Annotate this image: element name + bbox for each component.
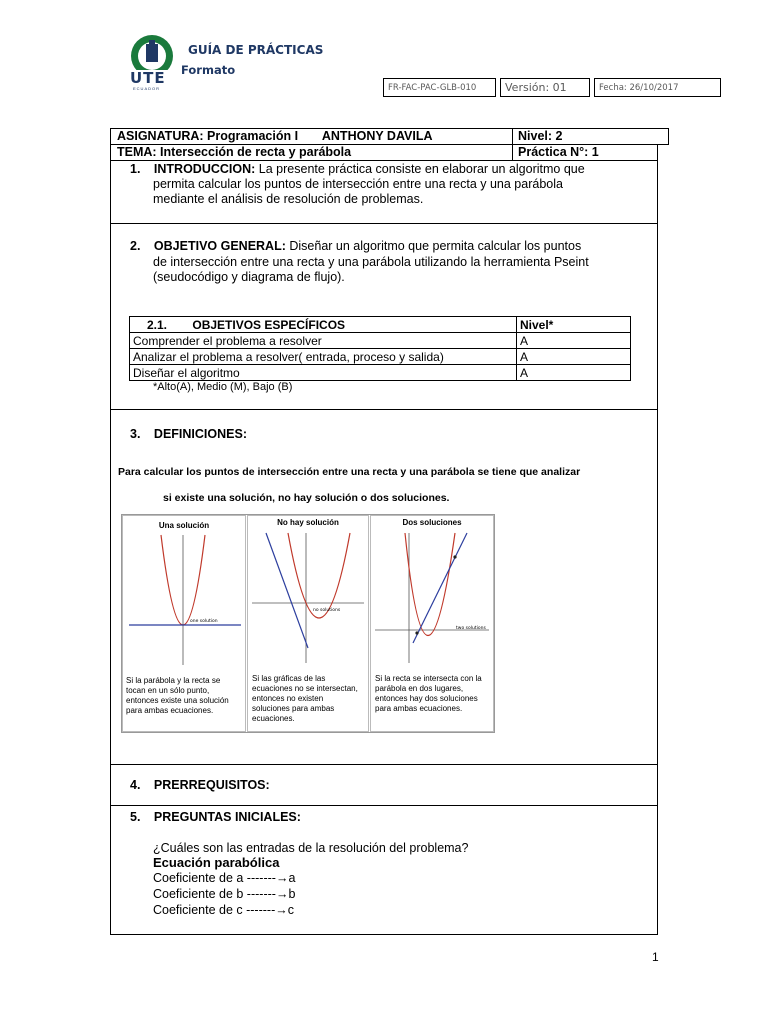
- table-row: [130, 365, 631, 381]
- parabola-curve: [405, 533, 455, 636]
- objectives-header-title: OBJETIVOS ESPECÍFICOS: [192, 317, 346, 332]
- objective-line3: (seudocódigo y diagrama de flujo).: [153, 270, 345, 284]
- panel-one-solution: [122, 515, 246, 732]
- caption-line: para ambas ecuaciones.: [126, 706, 214, 715]
- caption-line: para ambas ecuaciones.: [375, 704, 463, 713]
- objectives-header-level: Nivel*: [517, 317, 631, 333]
- table-row: [130, 333, 631, 349]
- definitions-number: 3.: [130, 427, 141, 441]
- level-cell: [512, 128, 669, 145]
- initial-questions-section: [130, 810, 301, 825]
- objectives-legend: *Alto(A), Medio (M), Bajo (B): [153, 381, 293, 393]
- caption-line: soluciones para ambas: [252, 704, 335, 713]
- practice-text: Práctica N°: 1: [518, 145, 599, 159]
- level-text: Nivel: 2: [518, 129, 563, 143]
- intersection-point: [415, 631, 418, 634]
- panel-two-solutions: [370, 515, 494, 732]
- initial-questions-number: 5.: [130, 810, 141, 824]
- definitions-section: [130, 427, 247, 442]
- caption-line: tocan en un sólo punto,: [126, 686, 210, 695]
- definitions-line1: Para calcular los puntos de intersección entre una recta y una parábola se tiene que analizar: [118, 466, 581, 478]
- intro-heading: INTRODUCCION:: [153, 162, 256, 176]
- intro-line3: mediante el análisis de resolución de problemas.: [153, 192, 424, 206]
- coefficient-b: Coeficiente de b -------→b: [153, 887, 296, 901]
- equation-label: Ecuación parabólica: [153, 855, 280, 870]
- caption-line: Si la recta se intersecta con la: [375, 674, 482, 683]
- coefficient-c: Coeficiente de c -------→c: [153, 903, 294, 917]
- table-row: [130, 349, 631, 365]
- initial-questions-heading: PREGUNTAS INICIALES:: [153, 810, 301, 824]
- parabola-curve: [288, 533, 350, 618]
- panel-annotation: no solutions: [313, 608, 341, 613]
- caption-line: ecuaciones.: [252, 714, 295, 723]
- panel-caption: [126, 676, 229, 716]
- format-label: Formato: [181, 63, 236, 77]
- intro-line1: La presente práctica consiste en elaborar un algoritmo que: [258, 162, 585, 176]
- definitions-heading: DEFINICIONES:: [153, 427, 247, 441]
- objective-heading: OBJETIVO GENERAL:: [153, 239, 286, 253]
- coefficient-a: Coeficiente de a -------→a: [153, 871, 296, 885]
- document-code: FR-FAC-PAC-GLB-010: [383, 78, 496, 97]
- prerequisites-number: 4.: [130, 778, 141, 792]
- objective-text: Diseñar el algoritmo: [130, 365, 517, 381]
- no-solution-graph: [248, 528, 368, 668]
- prerequisites-section: [130, 778, 270, 793]
- panel-annotation: two solutions: [456, 626, 486, 631]
- objective-text: Analizar el problema a resolver( entrada, proceso y salida): [130, 349, 517, 365]
- panel-caption: [252, 674, 358, 724]
- caption-line: entonces no existen: [252, 694, 324, 703]
- objective-level: A: [517, 349, 631, 365]
- caption-line: ecuaciones no se intersectan,: [252, 684, 358, 693]
- intro-number: 1.: [130, 162, 141, 176]
- question-1: ¿Cuáles son las entradas de la resolución del problema?: [153, 841, 469, 855]
- caption-line: Si las gráficas de las: [252, 674, 326, 683]
- caption-line: parábola en dos lugares,: [375, 684, 464, 693]
- topic-cell: [110, 144, 513, 161]
- objective-line2: de intersección entre una recta y una parábola utilizando la herramienta Pseint: [153, 255, 589, 269]
- objective-level: A: [517, 365, 631, 381]
- separator-line: [110, 223, 658, 224]
- panel-no-solution: [247, 515, 369, 732]
- caption-line: Si la parábola y la recta se: [126, 676, 221, 685]
- panel-title: Una solución: [158, 521, 210, 530]
- page-number: 1: [652, 950, 659, 964]
- intro-line2: permita calcular los puntos de intersección entre una recta y una parábola: [153, 177, 563, 191]
- prerequisites-heading: PRERREQUISITOS:: [153, 778, 270, 792]
- objective-level: A: [517, 333, 631, 349]
- objectives-header-number: 2.1.: [147, 317, 168, 332]
- one-solution-graph: [123, 530, 245, 670]
- subject-cell: [110, 128, 513, 145]
- panel-caption: [375, 674, 482, 714]
- caption-line: entonces existe una solución: [126, 696, 229, 705]
- objective-text: Comprender el problema a resolver: [130, 333, 517, 349]
- panel-title: Dos soluciones: [402, 518, 462, 527]
- intro-section: [130, 162, 650, 177]
- logo-ute-text: UTE: [130, 69, 166, 87]
- objectives-header-cell: [130, 317, 517, 333]
- document-date: Fecha: 26/10/2017: [594, 78, 721, 97]
- guide-title: GUÍA DE PRÁCTICAS: [188, 43, 324, 57]
- objectives-table: [129, 316, 631, 381]
- objective-section: [130, 239, 650, 254]
- document-version: Versión: 01: [500, 78, 590, 97]
- objective-number: 2.: [130, 239, 141, 253]
- logo-country: ECUADOR: [133, 86, 161, 91]
- panel-annotation: one solution: [190, 619, 218, 624]
- intersection-point: [453, 555, 456, 558]
- definitions-line2: si existe una solución, no hay solución o dos soluciones.: [163, 492, 450, 504]
- practice-cell: [512, 144, 658, 161]
- panel-title: No hay solución: [277, 518, 339, 527]
- topic-text: TEMA: Intersección de recta y parábola: [117, 145, 352, 159]
- objective-line1: Diseñar un algoritmo que permita calcular los puntos: [289, 239, 582, 253]
- caption-line: entonces hay dos soluciones: [375, 694, 478, 703]
- subject-text: ASIGNATURA: Programación I ANTHONY DAVILA: [117, 129, 433, 143]
- objectives-header-row: [130, 317, 631, 333]
- two-solutions-graph: [371, 528, 493, 668]
